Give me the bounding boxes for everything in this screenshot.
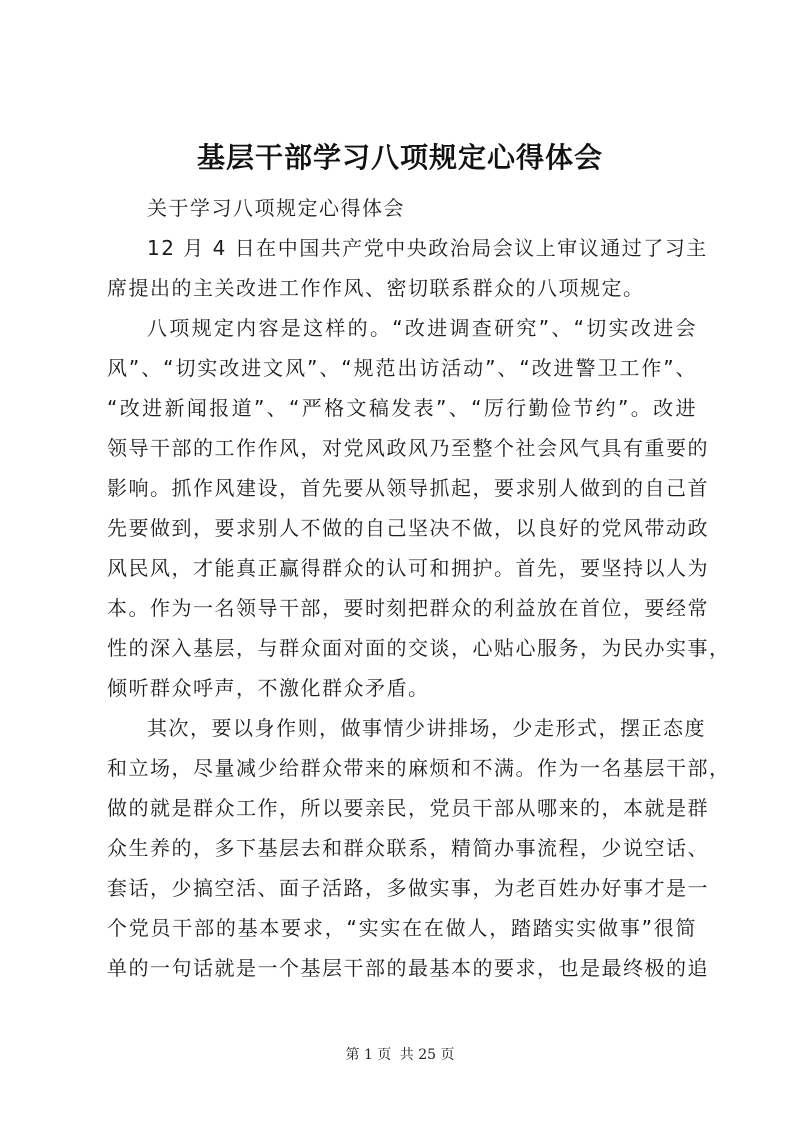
paragraph-line: 做的就是群众工作，所以要亲民，党员干部从哪来的，本就是群 xyxy=(107,796,709,820)
paragraph-line: 12 月 4 日在中国共产党中央政治局会议上审议通过了习主 xyxy=(147,236,708,260)
paragraph-line: “改进新闻报道”、“严格文稿发表”、“厉行勤俭节约”。改进 xyxy=(107,396,697,420)
paragraph-line: 关于学习八项规定心得体会 xyxy=(147,196,405,220)
paragraph-line: 其次，要以身作则，做事情少讲排场，少走形式，摆正态度 xyxy=(147,716,706,740)
paragraph-line: 风民风，才能真正赢得群众的认可和拥护。首先，要坚持以人为 xyxy=(107,556,709,580)
paragraph-line: 本。作为一名领导干部，要时刻把群众的利益放在首位，要经常 xyxy=(107,596,709,620)
document-title: 基层干部学习八项规定心得体会 xyxy=(196,141,603,174)
paragraph-line: 领导干部的工作作风，对党风政风乃至整个社会风气具有重要的 xyxy=(107,436,709,460)
paragraph-line: 个党员干部的基本要求，“实实在在做人，踏踏实实做事”很简 xyxy=(107,916,697,940)
paragraph-line: 和立场，尽量减少给群众带来的麻烦和不满。作为一名基层干部， xyxy=(107,756,731,780)
paragraph-line: 风”、“切实改进文风”、“规范出访活动”、“改进警卫工作”、 xyxy=(107,356,697,380)
paragraph-line: 八项规定内容是这样的。“改进调查研究”、“切实改进会 xyxy=(147,316,697,340)
page-number: 第 1 页 xyxy=(345,1047,392,1063)
page-total: 共 25 页 xyxy=(399,1047,455,1063)
paragraph-line: 倾听群众呼声，不激化群众矛盾。 xyxy=(107,676,430,700)
document-body xyxy=(107,188,731,988)
paragraph-line: 性的深入基层，与群众面对面的交谈，心贴心服务，为民办实事， xyxy=(107,636,731,660)
page-footer xyxy=(0,1045,800,1065)
paragraph-line: 单的一句话就是一个基层干部的最基本的要求，也是最终极的追 xyxy=(107,956,709,980)
paragraph-line: 先要做到，要求别人不做的自己坚决不做，以良好的党风带动政 xyxy=(107,516,709,540)
paragraph-line: 众生养的，多下基层去和群众联系，精简办事流程，少说空话、 xyxy=(107,836,709,860)
paragraph-line: 席提出的主关改进工作作风、密切联系群众的八项规定。 xyxy=(107,276,645,300)
paragraph-line: 套话，少搞空活、面子活路，多做实事，为老百姓办好事才是一 xyxy=(107,876,709,900)
paragraph-line: 影响。抓作风建设，首先要从领导抓起，要求别人做到的自己首 xyxy=(107,476,709,500)
